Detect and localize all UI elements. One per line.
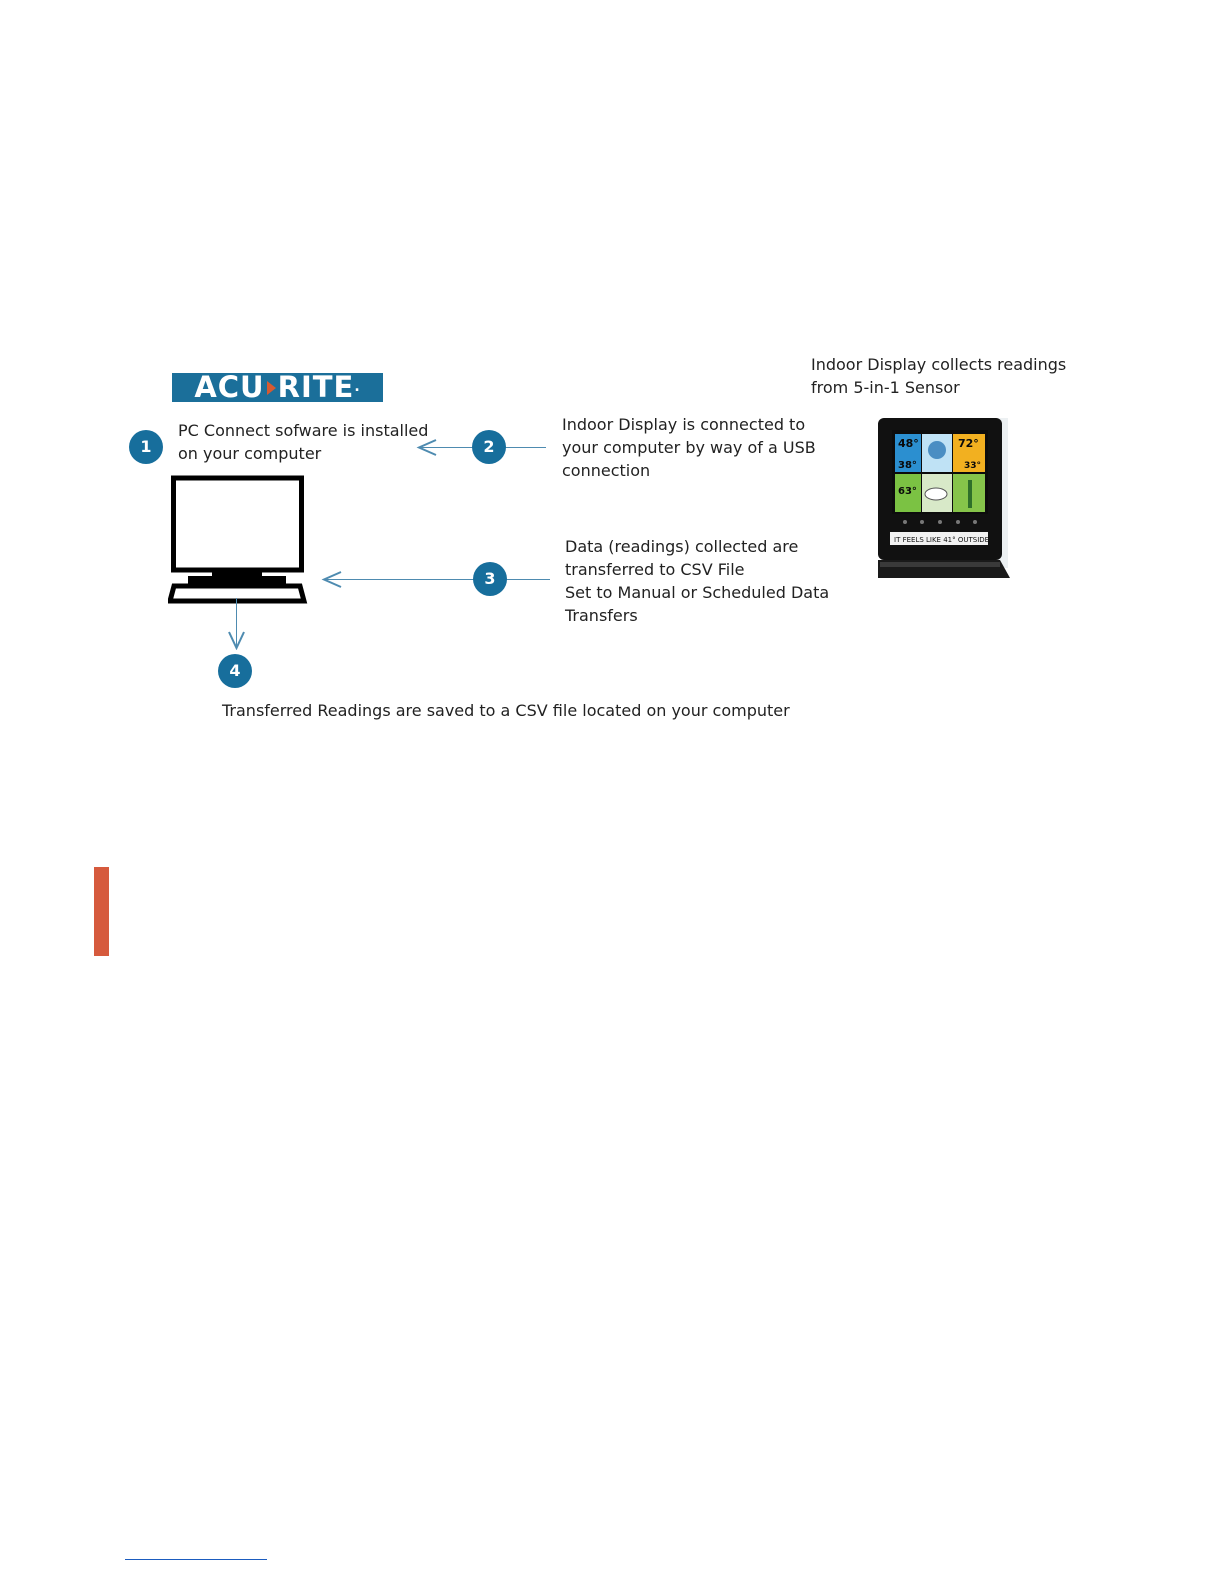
arrowhead-left-icon [416, 439, 438, 456]
device-out-low: 38° [898, 460, 917, 471]
device-ticker: IT FEELS LIKE 41° OUTSIDE [894, 536, 990, 544]
step-4-text: Transferred Readings are saved to a CSV file located on your computer [222, 701, 790, 720]
step-1-text [178, 419, 428, 465]
step-3-line-1: Data (readings) collected are [565, 537, 799, 556]
device-feels: 63° [898, 486, 917, 497]
step-2-line-1: Indoor Display is connected to [562, 415, 806, 434]
step-3-line-2: transferred to CSV File [565, 560, 745, 579]
display-caption-line-1: Indoor Display collects readings [811, 355, 1067, 374]
step-1-badge: 1 [129, 430, 163, 464]
step-1-line-2: on your computer [178, 444, 322, 463]
weather-display-image [870, 412, 1015, 587]
arrowhead-down-icon [228, 630, 245, 650]
step-3-line-4: Transfers [565, 606, 638, 625]
device-in-low: 33° [964, 461, 982, 471]
step-2-text [562, 413, 816, 482]
arrow-3-tail [506, 579, 550, 580]
section-accent-bar [94, 867, 109, 956]
step-2-badge: 2 [472, 430, 506, 464]
computer-icon [168, 474, 308, 608]
step-3-text [565, 535, 829, 627]
step-3-line-3: Set to Manual or Scheduled Data [565, 583, 830, 602]
device-out-temp: 48° [898, 437, 919, 450]
step-2-line-2: your computer by way of a USB [562, 438, 816, 457]
step-1-line-1: PC Connect sofware is installed [178, 421, 429, 440]
step-2-line-3: connection [562, 461, 651, 480]
device-in-temp: 72° [958, 437, 979, 450]
arrow-3-to-computer [324, 579, 476, 580]
display-caption-line-2: from 5-in-1 Sensor [811, 378, 960, 397]
arrowhead-left-icon [321, 571, 343, 588]
step-3-badge: 3 [473, 562, 507, 596]
logo-triangle-icon [267, 381, 276, 395]
footnote-rule [125, 1559, 267, 1560]
display-caption [811, 353, 1066, 399]
step-4-badge: 4 [218, 654, 252, 688]
acurite-logo: ACU RITE . [172, 373, 383, 402]
